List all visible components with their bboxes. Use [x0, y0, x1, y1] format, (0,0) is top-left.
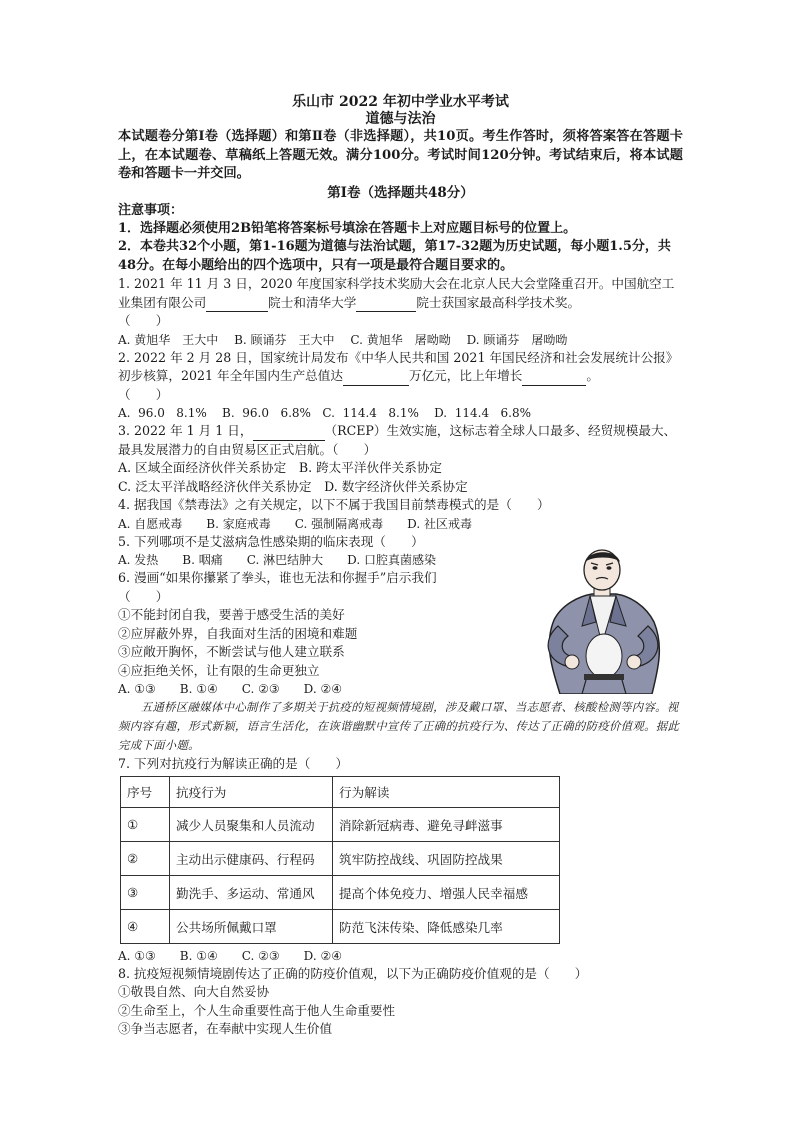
- table-cell: ③: [121, 875, 170, 909]
- answer-blank: [522, 371, 586, 386]
- note-item: 2．本卷共32个小题，第1-16题为道德与法治试题，第17-32题为历史试题，每小题1.5分，共48分。在每小题给出的四个选项中，只有一项是最符合题目要求的。: [118, 239, 671, 273]
- q1-text-b: 院士和清华大学: [268, 294, 357, 310]
- q7-table: [120, 776, 560, 944]
- table-row: [121, 807, 560, 841]
- exam-subject: 道德与法治: [365, 111, 436, 127]
- q8-statement: ③争当志愿者，在奉献中实现人生价值: [118, 1021, 333, 1036]
- answer-blank: [356, 297, 416, 312]
- answer-paren: （ ）: [118, 588, 169, 604]
- question-1: [118, 275, 683, 331]
- q2-options: A. 96.0 8.1% B. 96.0 6.8% C. 114.4 8.1% D. 114.4 6.8%: [118, 406, 532, 420]
- table-header: 行为解读: [333, 776, 560, 807]
- q1-text-c: 院士获国家最高科学技术奖。: [416, 294, 581, 310]
- q8-statement: ②生命至上，个人生命重要性高于他人生命重要性: [118, 1002, 396, 1018]
- q4-options: A. 自愿戒毒 B. 家庭戒毒 C. 强制隔离戒毒 D. 社区戒毒: [118, 516, 472, 531]
- q6-statement: ①不能封闭自我，要善于感受生活的美好: [118, 607, 345, 622]
- table-row: [121, 875, 560, 909]
- question-7: 7. 下列对抗疫行为解读正确的是（ ）: [118, 756, 349, 771]
- note-item: 1．选择题必须使用2B铅笔将答案标号填涂在答题卡上对应题目标号的位置上。: [118, 220, 577, 236]
- table-header: 序号: [121, 776, 170, 807]
- q3-text-a: 3. 2022 年 1 月 1 日，: [118, 423, 253, 438]
- q6-statement: ③应敞开胸怀，不断尝试与他人建立联系: [118, 644, 345, 659]
- answer-paren: （ ）: [118, 386, 169, 402]
- q6-options: A. ①③ B. ①④ C. ②③ D. ②④: [118, 682, 343, 696]
- table-cell: 防范飞沫传染、降低感染几率: [333, 909, 560, 943]
- part1-title: 第Ⅰ卷（选择题共48分）: [327, 184, 474, 201]
- q2-text-a: 2. 2022 年 2 月 28 日，国家统计局发布《中华人民共和国 2021 年国民经济和社会发展统计公报》初步核算，2021 年全年国内生产总值达: [118, 349, 679, 383]
- question-6: 6. 漫画“如果你攥紧了拳头，谁也无法和你握手”启示我们: [118, 570, 437, 585]
- q8-statement: ①敬畏自然、向大自然妥协: [118, 984, 270, 999]
- table-cell: 减少人员聚集和人员流动: [170, 807, 333, 841]
- man-with-clenched-fists-cartoon-icon: [530, 548, 672, 694]
- question-4: 4. 据我国《禁毒法》之有关规定，以下不属于我国目前禁毒模式的是（ ）: [118, 497, 550, 512]
- question-5: 5. 下列哪项不是艾滋病急性感染期的临床表现（ ）: [118, 533, 424, 549]
- q5-options: A. 发热 B. 咽痛 C. 淋巴结肿大 D. 口腔真菌感染: [118, 553, 436, 567]
- reading-passage: 五通桥区融媒体中心制作了多期关于抗疫的短视频情境剧，涉及戴口罩、当志愿者、核酸检测等内容。视频内容有趣，形式新颖，语言生活化，在诙谐幽默中宣传了正确的抗疫行为、传达了正确的防疫价值观。据此完成下面小题。: [118, 700, 680, 752]
- answer-blank: [343, 371, 409, 386]
- q1-text-a: 1. 2021 年 11 月 3 日，2020 年度国家科学技术奖励大会在北京人民大会堂隆重召开。中国航空工业集团有限公司: [118, 276, 675, 310]
- table-cell: ④: [121, 909, 170, 943]
- table-cell: ①: [121, 807, 170, 841]
- q3-text-b: （RCEP）生效实施，这标志着全球人口最多、经贸规模最大、最具发展潜力的自由贸易区正式启航。（ ）: [118, 423, 677, 457]
- exam-title: 乐山市 2022 年初中学业水平考试: [292, 94, 509, 110]
- answer-paren: （ ）: [118, 313, 169, 328]
- table-header: 抗疫行为: [170, 776, 333, 807]
- table-cell: 主动出示健康码、行程码: [170, 841, 333, 875]
- q2-text-c: 。: [586, 368, 599, 383]
- exam-instructions: 本试题卷分第Ⅰ卷（选择题）和第Ⅱ卷（非选择题），共10页。考生作答时，须将答案答在答题卡上，在本试题卷、草稿纸上答题无效。满分100分。考试时间120分钟。考试结束后，将本试题卷和答题卡一并交回。: [118, 129, 683, 181]
- q3-option-row: C. 泛太平洋战略经济伙伴关系协定 D. 数字经济伙伴关系协定: [118, 478, 468, 494]
- q6-statement: ④应拒绝关怀，让有限的生命更独立: [118, 662, 320, 678]
- q7-options: A. ①③ B. ①④ C. ②③ D. ②④: [118, 948, 343, 963]
- q6-statement: ②应屏蔽外界，自我面对生活的困境和难题: [118, 625, 358, 641]
- table-cell: 勤洗手、多运动、常通风: [170, 875, 333, 909]
- table-cell: 提高个体免疫力、增强人民幸福感: [333, 875, 560, 909]
- table-cell: ②: [121, 841, 170, 875]
- table-row: [121, 841, 560, 875]
- table-cell: 消除新冠病毒、避免寻衅滋事: [333, 807, 560, 841]
- q1-options: A. 黄旭华 王大中 B. 顾诵芬 王大中 C. 黄旭华 屠呦呦 D. 顾诵芬 屠呦呦: [118, 332, 568, 347]
- q3-option-row: A. 区域全面经济伙伴关系协定 B. 跨太平洋伙伴关系协定: [118, 460, 443, 475]
- answer-blank: [206, 297, 268, 312]
- question-3: [118, 422, 683, 459]
- answer-blank: [253, 426, 325, 441]
- table-row: [121, 909, 560, 943]
- question-8: 8. 抗疫短视频情境剧传达了正确的防疫价值观，以下为正确防疫价值观的是（ ）: [118, 965, 588, 981]
- table-cell: 公共场所佩戴口罩: [170, 909, 333, 943]
- table-cell: 筑牢防控战线、巩固防控战果: [333, 841, 560, 875]
- q2-text-b: 万亿元，比上年增长: [408, 368, 523, 383]
- question-2: [118, 349, 683, 405]
- notes-heading: 注意事项：: [118, 202, 184, 218]
- table-header-row: [121, 776, 560, 807]
